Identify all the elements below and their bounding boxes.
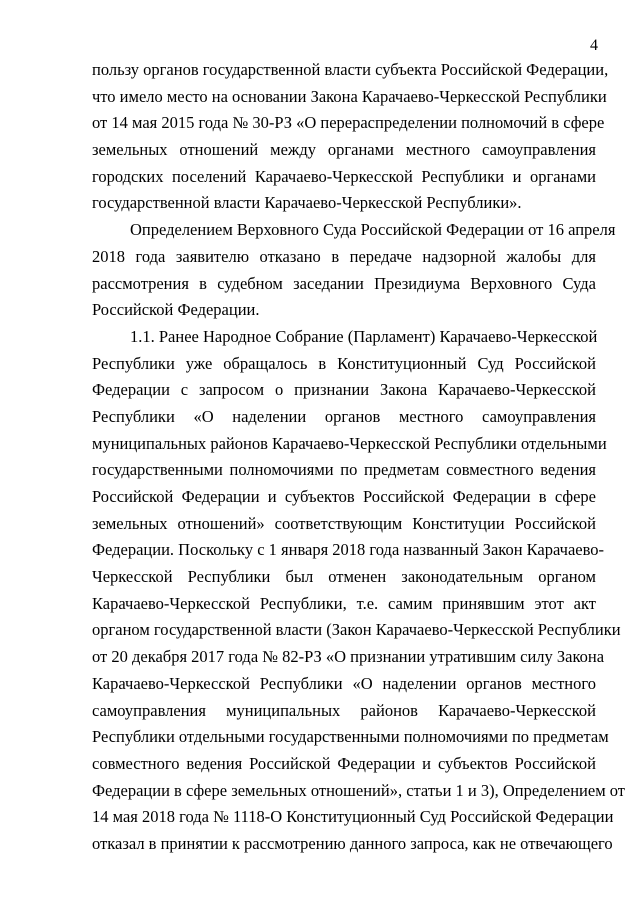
text-line: от 20 декабря 2017 года № 82-РЗ «О признании утратившим силу Закона [92, 647, 605, 667]
page-number: 4 [590, 37, 598, 54]
text-line: Республики «О наделении органов местного самоуправления [92, 406, 596, 426]
text-line: что имело место на основании Закона Карачаево-Черкесской Республики [92, 86, 607, 106]
text-line: отказал в принятии к рассмотрению данного запроса, как не отвечающего [92, 833, 613, 853]
text-line: 14 мая 2018 года № 1118-О Конституционный Суд Российской Федерации [92, 807, 614, 827]
paragraph-p1 [92, 57, 609, 217]
text-line: самоуправления муниципальных районов Карачаево-Черкесской [92, 700, 596, 720]
text-line: Республики отдельными государственными полномочиями по предметам [92, 727, 609, 747]
text-line: органом государственной власти (Закон Карачаево-Черкесской Республики [92, 620, 621, 640]
text-line: совместного ведения Российской Федерации и субъектов Российской [92, 753, 596, 773]
text-line: Федерации с запросом о признании Закона Карачаево-Черкесской [92, 380, 596, 400]
paragraph-p2 [92, 217, 616, 324]
text-line: 1.1. Ранее Народное Собрание (Парламент) Карачаево-Черкесской [130, 326, 598, 346]
text-line: государственными полномочиями по предметам совместного ведения [92, 460, 596, 480]
text-line: Российской Федерации. [92, 300, 260, 320]
text-line: Черкесской Республики был отменен законодательным органом [92, 567, 596, 587]
text-line: пользу органов государственной власти субъекта Российской Федерации, [92, 60, 609, 79]
text-line: Республики уже обращалось в Конституционный Суд Российской [92, 353, 596, 373]
text-line: земельных отношений между органами местного самоуправления [92, 140, 596, 160]
text-line: муниципальных районов Карачаево-Черкесской Республики отдельными [92, 433, 607, 453]
text-line: Карачаево-Черкесской Республики «О наделении органов местного [92, 673, 596, 693]
text-line: государственной власти Карачаево-Черкесской Республики». [92, 193, 522, 213]
text-line: Российской Федерации и субъектов Российской Федерации в сфере [92, 487, 596, 506]
text-line: Карачаево-Черкесской Республики, т.е. самим принявшим этот акт [92, 593, 596, 613]
text-line: городских поселений Карачаево-Черкесской Республики и органами [92, 166, 596, 186]
paragraph-p3 [92, 324, 626, 858]
text-line: 2018 года заявителю отказано в передаче надзорной жалобы для [92, 246, 596, 266]
text-line: Федерации. Поскольку с 1 января 2018 года названный Закон Карачаево- [92, 540, 605, 560]
text-line: от 14 мая 2015 года № 30-РЗ «О перераспределении полномочий в сфере [92, 113, 605, 133]
document-body [92, 57, 626, 858]
text-line: Федерации в сфере земельных отношений», статьи 1 и 3), Определением от [92, 780, 626, 800]
text-line: рассмотрения в судебном заседании Президиума Верховного Суда [92, 273, 596, 293]
text-line: Определением Верховного Суда Российской Федерации от 16 апреля [130, 220, 616, 240]
text-line: земельных отношений» соответствующим Конституции Российской [92, 513, 596, 533]
